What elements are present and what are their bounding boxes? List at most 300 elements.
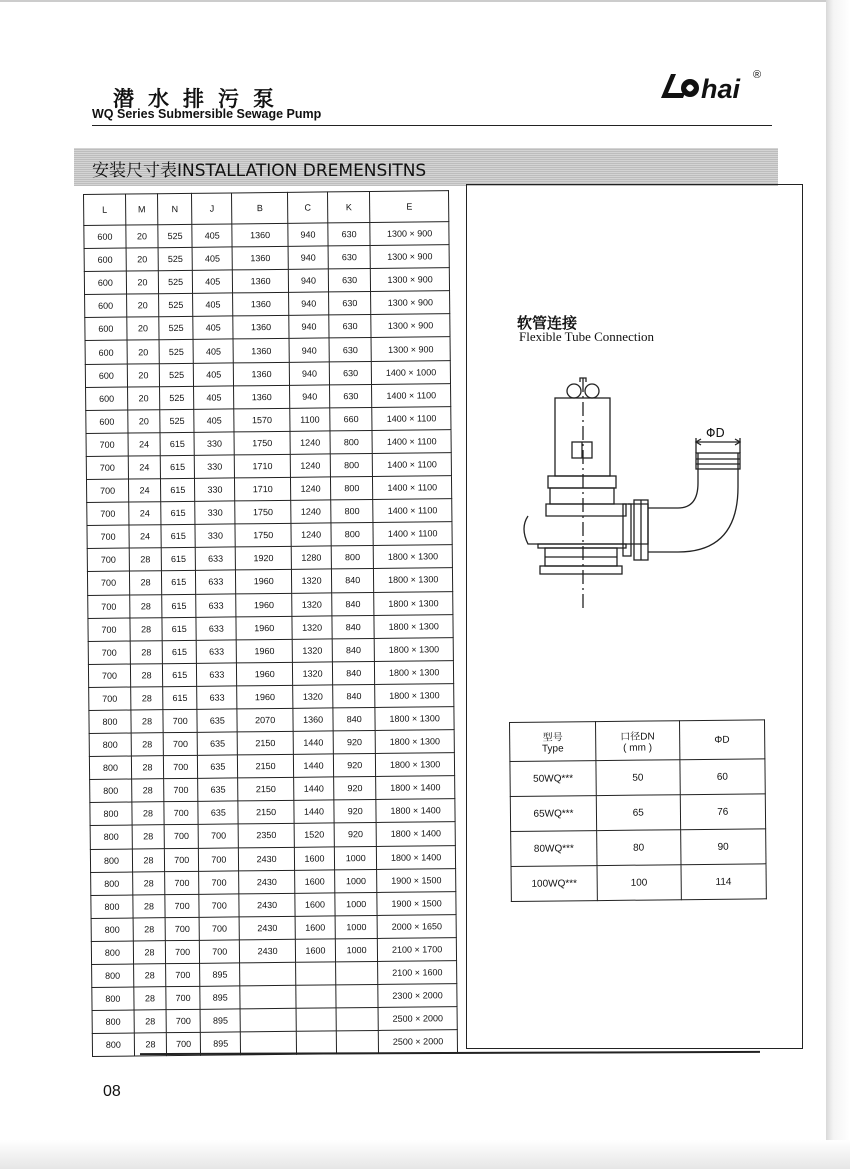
table-cell: 800 [91,872,133,896]
table-cell: 1000 [335,938,377,962]
section-title: 安装尺寸表INSTALLATION DREMENSITNS [92,161,427,181]
table-cell: 28 [134,987,166,1010]
table-cell: 405 [192,247,232,271]
pump-types-table [509,719,767,902]
table-cell: 920 [334,777,376,801]
lohai-logo [657,64,777,104]
table-cell: 600 [84,225,126,249]
table-cell: 100 [597,865,681,901]
table-cell: 90 [680,829,766,865]
table-cell: 895 [200,963,240,987]
table-cell: 940 [289,315,329,339]
table-cell: 65WQ*** [510,796,596,832]
table-cell: 1360 [232,223,288,247]
table-cell: 1710 [235,454,291,478]
table-cell: 28 [132,825,164,848]
table-cell: 1440 [293,731,333,755]
table-cell: 700 [166,986,200,1009]
table-cell: 700 [198,824,238,848]
table-cell: 800 [89,710,131,734]
table-cell: 28 [134,1033,166,1056]
table-cell: 1320 [291,569,331,593]
table-cell: 1240 [290,431,330,455]
table-cell: 1300 × 900 [371,314,450,338]
table-cell: 1600 [295,893,335,917]
table-cell: 1960 [236,593,292,617]
table-cell: 50 [596,760,680,796]
table-cell: 20 [126,294,158,317]
table-cell: 920 [334,754,376,778]
table-cell: 20 [127,340,159,363]
table-cell: 615 [162,594,196,617]
table-cell: 20 [126,248,158,271]
table-cell: 1360 [233,293,289,317]
table-cell: 940 [289,361,329,385]
table-cell: 80 [597,830,681,866]
table-cell: 633 [196,547,236,571]
table-cell: 800 [90,849,132,873]
table-cell: 2000 × 1650 [377,914,456,938]
table-cell: 1320 [292,639,332,663]
table-cell: 330 [195,478,235,502]
table-cell: 700 [164,779,198,802]
table-cell: 630 [328,222,370,246]
table-cell [240,1009,296,1033]
table-cell: 28 [130,663,162,686]
table-cell: 1960 [236,616,292,640]
table-cell: 800 [92,964,134,988]
installation-dimensions-table [83,190,458,1057]
table-cell: 50WQ*** [510,761,596,797]
table-cell [336,961,378,985]
table-cell: 700 [163,709,197,732]
table-cell: 840 [332,638,374,662]
column-header-c: C [287,192,328,223]
table-cell: 600 [85,317,127,341]
table-cell: 800 [331,523,373,547]
table-cell: 405 [193,316,233,340]
table-cell: 20 [128,409,160,432]
table-cell: 1960 [237,662,293,686]
table-cell: 28 [132,848,164,871]
table-cell: 1400 × 1100 [372,406,451,430]
flexible-connection-title-cn: 软管连接 [517,314,578,332]
table-cell: 700 [165,940,199,963]
table-cell: 1710 [235,477,291,501]
table-cell: 24 [128,479,160,502]
table-cell: 800 [330,430,372,454]
dn-header-cn: 口径DN [620,731,655,743]
page-bottom-shade [0,1140,850,1169]
table-cell: 1100 [290,408,330,432]
table-cell: 840 [333,707,375,731]
column-header-b: B [232,192,288,224]
table-cell: 600 [86,387,128,411]
table-cell: 700 [165,871,199,894]
table-row [510,759,765,797]
table-cell: 405 [194,386,234,410]
table-cell: 630 [328,269,370,293]
diameter-label: ΦD [706,426,725,440]
table-cell: 700 [166,1033,200,1056]
table-cell: 405 [194,362,234,386]
table-cell: 1750 [234,431,290,455]
table-row [511,864,766,902]
table-cell: 24 [128,433,160,456]
table-cell: 28 [133,894,165,917]
table-cell: 28 [130,617,162,640]
table-cell: 800 [90,825,132,849]
table-cell: 525 [160,409,194,432]
table-cell: 1320 [292,662,332,686]
table-cell: 635 [198,755,238,779]
table-cell: 635 [198,778,238,802]
table-cell: 940 [288,292,328,316]
table-cell: 1400 × 1100 [373,453,452,477]
table-cell: 700 [165,894,199,917]
table-cell: 1800 × 1300 [375,660,454,684]
table-cell: 20 [127,386,159,409]
table-cell: 1000 [335,915,377,939]
table-cell: 28 [134,964,166,987]
table-cell: 1600 [295,939,335,963]
table-cell: 1000 [335,892,377,916]
table-cell: 700 [86,456,128,480]
table-cell: 700 [88,618,130,642]
table-cell: 2430 [239,893,295,917]
table-cell: 800 [91,941,133,965]
table-cell: 600 [85,341,127,365]
table-cell: 405 [193,270,233,294]
table-cell: 28 [131,733,163,756]
table-cell: 2100 × 1700 [378,938,457,962]
table-cell: 600 [84,248,126,272]
table-cell: 525 [159,294,193,317]
table-cell: 700 [87,525,129,549]
table-cell: 1800 × 1400 [376,799,455,823]
table-cell: 24 [129,502,161,525]
table-cell: 700 [199,847,239,871]
table-cell: 1320 [292,592,332,616]
column-header-e: E [370,191,449,223]
table-cell: 940 [288,269,328,293]
table-cell: 1400 × 1100 [372,383,451,407]
table-cell: 1800 × 1300 [375,730,454,754]
table-cell: 800 [90,779,132,803]
table-cell [336,985,378,1009]
table-cell: 1400 × 1100 [372,430,451,454]
page-edge-shadow [826,0,850,1169]
table-cell: 1520 [294,823,334,847]
table-cell: 633 [196,593,236,617]
table-cell: 633 [197,663,237,687]
table-cell: 1000 [335,846,377,870]
table-cell: 1750 [235,524,291,548]
table-cell: 615 [162,571,196,594]
table-cell: 700 [166,1010,200,1033]
table-cell: 700 [88,664,130,688]
dn-header-unit: ( mm ) [623,742,653,754]
table-row [510,794,765,832]
page-title-chinese: 潜水排污泵 [113,87,288,111]
table-cell: 600 [85,364,127,388]
table-cell: 330 [195,501,235,525]
table-cell: 1400 × 1000 [372,360,451,384]
table-cell: 114 [681,864,767,900]
table-cell: 1800 × 1300 [373,545,452,569]
column-header-j: J [192,193,232,224]
table-cell: 800 [91,918,133,942]
table-cell: 700 [199,871,239,895]
table-cell: 2150 [238,754,294,778]
table-cell: 840 [332,592,374,616]
table-cell: 405 [192,224,232,248]
table-cell: 1360 [232,246,288,270]
table-cell: 330 [194,432,234,456]
table-cell: 28 [132,802,164,825]
table-cell: 1300 × 900 [370,222,449,246]
table-cell: 1240 [290,454,330,478]
table-cell: 800 [92,1010,134,1034]
table-cell: 700 [199,917,239,941]
table-cell: 633 [197,686,237,710]
table-cell [296,985,336,1009]
table-cell: 630 [329,315,371,339]
table-cell: 28 [133,941,165,964]
table-cell: 920 [334,823,376,847]
page-title-english: WQ Series Submersible Sewage Pump [92,107,322,121]
table-cell: 615 [162,663,196,686]
table-cell: 615 [160,455,194,478]
type-header-cn: 型号 [542,732,563,744]
table-cell: 525 [160,386,194,409]
table-cell: 65 [596,795,680,831]
table-cell: 633 [197,640,237,664]
table-cell: 700 [88,595,130,619]
table-cell: 28 [133,917,165,940]
table-cell: 700 [199,894,239,918]
table-cell: 600 [84,271,126,295]
table-cell: 2150 [237,731,293,755]
table-cell: 525 [159,340,193,363]
table-cell: 1360 [234,362,290,386]
table-cell: 1000 [335,869,377,893]
table-cell: 525 [158,271,192,294]
table-cell: 630 [329,361,371,385]
table-cell: 1360 [233,270,289,294]
table-cell: 1360 [293,708,333,732]
table-cell: 895 [201,1032,241,1056]
table-cell: 700 [88,641,130,665]
table-cell: 1800 × 1400 [377,845,456,869]
table-cell [240,962,296,986]
table-cell: 1600 [295,916,335,940]
table-cell: 1800 × 1300 [374,614,453,638]
table-cell: 700 [165,917,199,940]
table-cell: 615 [161,501,195,524]
table-cell: 800 [331,546,373,570]
table-cell: 330 [195,524,235,548]
table-cell: 840 [333,661,375,685]
table-cell: 615 [161,525,195,548]
table-cell: 600 [86,410,128,434]
table-cell: 940 [289,385,329,409]
table-cell: 633 [196,617,236,641]
table-cell: 700 [164,802,198,825]
table-cell: 525 [159,317,193,340]
table-cell: 525 [158,224,192,247]
table-cell: 630 [328,246,370,270]
table-cell: 615 [162,640,196,663]
table-cell: 700 [89,687,131,711]
column-header-k: K [328,191,370,222]
table-cell: 1900 × 1500 [377,891,456,915]
table-cell: 28 [133,871,165,894]
table-cell: 1800 × 1400 [376,822,455,846]
table-cell: 1300 × 900 [371,337,450,361]
flexible-connection-title-en: Flexible Tube Connection [519,329,655,344]
table-cell: 700 [164,848,198,871]
table-cell: 660 [330,407,372,431]
table-cell: 940 [288,246,328,270]
table-cell: 1800 × 1300 [375,684,454,708]
table-cell: 28 [130,594,162,617]
table-cell: 1800 × 1300 [374,591,453,615]
table-cell: 615 [163,686,197,709]
table-cell: 800 [89,756,131,780]
table-cell: 700 [200,940,240,964]
table-cell: 615 [161,478,195,501]
table-cell: 20 [127,317,159,340]
table-cell: 2100 × 1600 [378,961,457,985]
table-cell: 1300 × 900 [371,291,450,315]
table-cell: 1800 × 1300 [374,637,453,661]
table-cell [295,962,335,986]
table-cell: 1960 [236,570,292,594]
table-cell: 1960 [237,639,293,663]
table-cell: 940 [289,338,329,362]
table-cell: 700 [163,732,197,755]
table-cell: 1240 [291,523,331,547]
table-cell: 28 [131,756,163,779]
table-cell: 630 [329,292,371,316]
table-cell: 100WQ*** [511,866,597,902]
table-cell: 1360 [233,316,289,340]
table-cell: 920 [333,731,375,755]
table-cell: 700 [166,963,200,986]
table-cell [240,985,296,1009]
table-cell [336,1008,378,1032]
table-cell: 1920 [236,547,292,571]
table-cell: 895 [200,1009,240,1033]
table-cell: 1800 × 1300 [374,568,453,592]
column-header-m: M [125,194,157,225]
table-cell: 1960 [237,685,293,709]
type-header-cell [510,722,596,762]
column-header-n: N [158,193,193,224]
table-row [511,829,766,867]
table-cell: 800 [90,802,132,826]
table-cell: 28 [129,548,161,571]
table-cell: 635 [198,801,238,825]
table-cell: 1300 × 900 [371,268,450,292]
table-cell: 80WQ*** [511,831,597,867]
table-cell: 1240 [290,477,330,501]
table-cell: 405 [193,339,233,363]
dn-header-cell [596,721,680,761]
page-number: 08 [103,1083,121,1100]
table-cell: 800 [331,500,373,524]
table-cell: 615 [160,432,194,455]
table-cell: 1320 [293,685,333,709]
table-cell: 1360 [234,385,290,409]
table-cell: 600 [85,294,127,318]
title-underline [92,125,772,126]
table-cell: 2500 × 2000 [378,1007,457,1031]
table-cell: 2430 [239,847,295,871]
table-cell: 800 [330,453,372,477]
table-cell: 1750 [235,500,291,524]
table-cell: 28 [134,1010,166,1033]
table-cell [336,1031,378,1055]
table-cell: 700 [163,755,197,778]
table-cell: 700 [87,502,129,526]
table-cell: 940 [288,223,328,247]
top-rule [0,0,850,2]
phid-header-cell: ΦD [679,720,765,760]
table-cell: 1570 [234,408,290,432]
table-cell: 405 [194,409,234,433]
table-cell: 700 [86,479,128,503]
table-cell: 405 [193,293,233,317]
table-cell: 525 [158,247,192,270]
table-cell: 633 [196,570,236,594]
table-cell: 2430 [239,870,295,894]
table-cell: 1400 × 1100 [373,476,452,500]
table-cell: 1280 [291,546,331,570]
table-cell: 920 [334,800,376,824]
table-cell: 1800 × 1300 [376,753,455,777]
table-cell: 1440 [294,800,334,824]
table-cell: 2300 × 2000 [378,984,457,1008]
table-cell: 700 [87,571,129,595]
table-cell: 1900 × 1500 [377,868,456,892]
table-cell: 615 [162,617,196,640]
table-cell: 2070 [237,708,293,732]
svg-text:®: ® [753,69,762,81]
table-cell: 840 [333,684,375,708]
table-cell: 1600 [295,870,335,894]
pump-diagram [510,376,750,616]
table-cell: 1800 × 1300 [375,707,454,731]
table-cell: 840 [332,615,374,639]
table-cell [296,1031,336,1055]
table-cell: 2430 [239,916,295,940]
table-cell: 800 [92,987,134,1011]
table-cell: 20 [127,363,159,386]
table-cell: 2430 [240,939,296,963]
table-cell: 1320 [292,616,332,640]
table-cell: 60 [679,759,765,795]
table-cell: 24 [128,456,160,479]
table-cell: 2350 [238,824,294,848]
table-cell: 1800 × 1400 [376,776,455,800]
type-header-en: Type [541,743,564,755]
svg-text:hai: hai [701,74,741,104]
table-cell: 28 [131,687,163,710]
table-cell: 615 [161,548,195,571]
table-cell: 24 [129,525,161,548]
